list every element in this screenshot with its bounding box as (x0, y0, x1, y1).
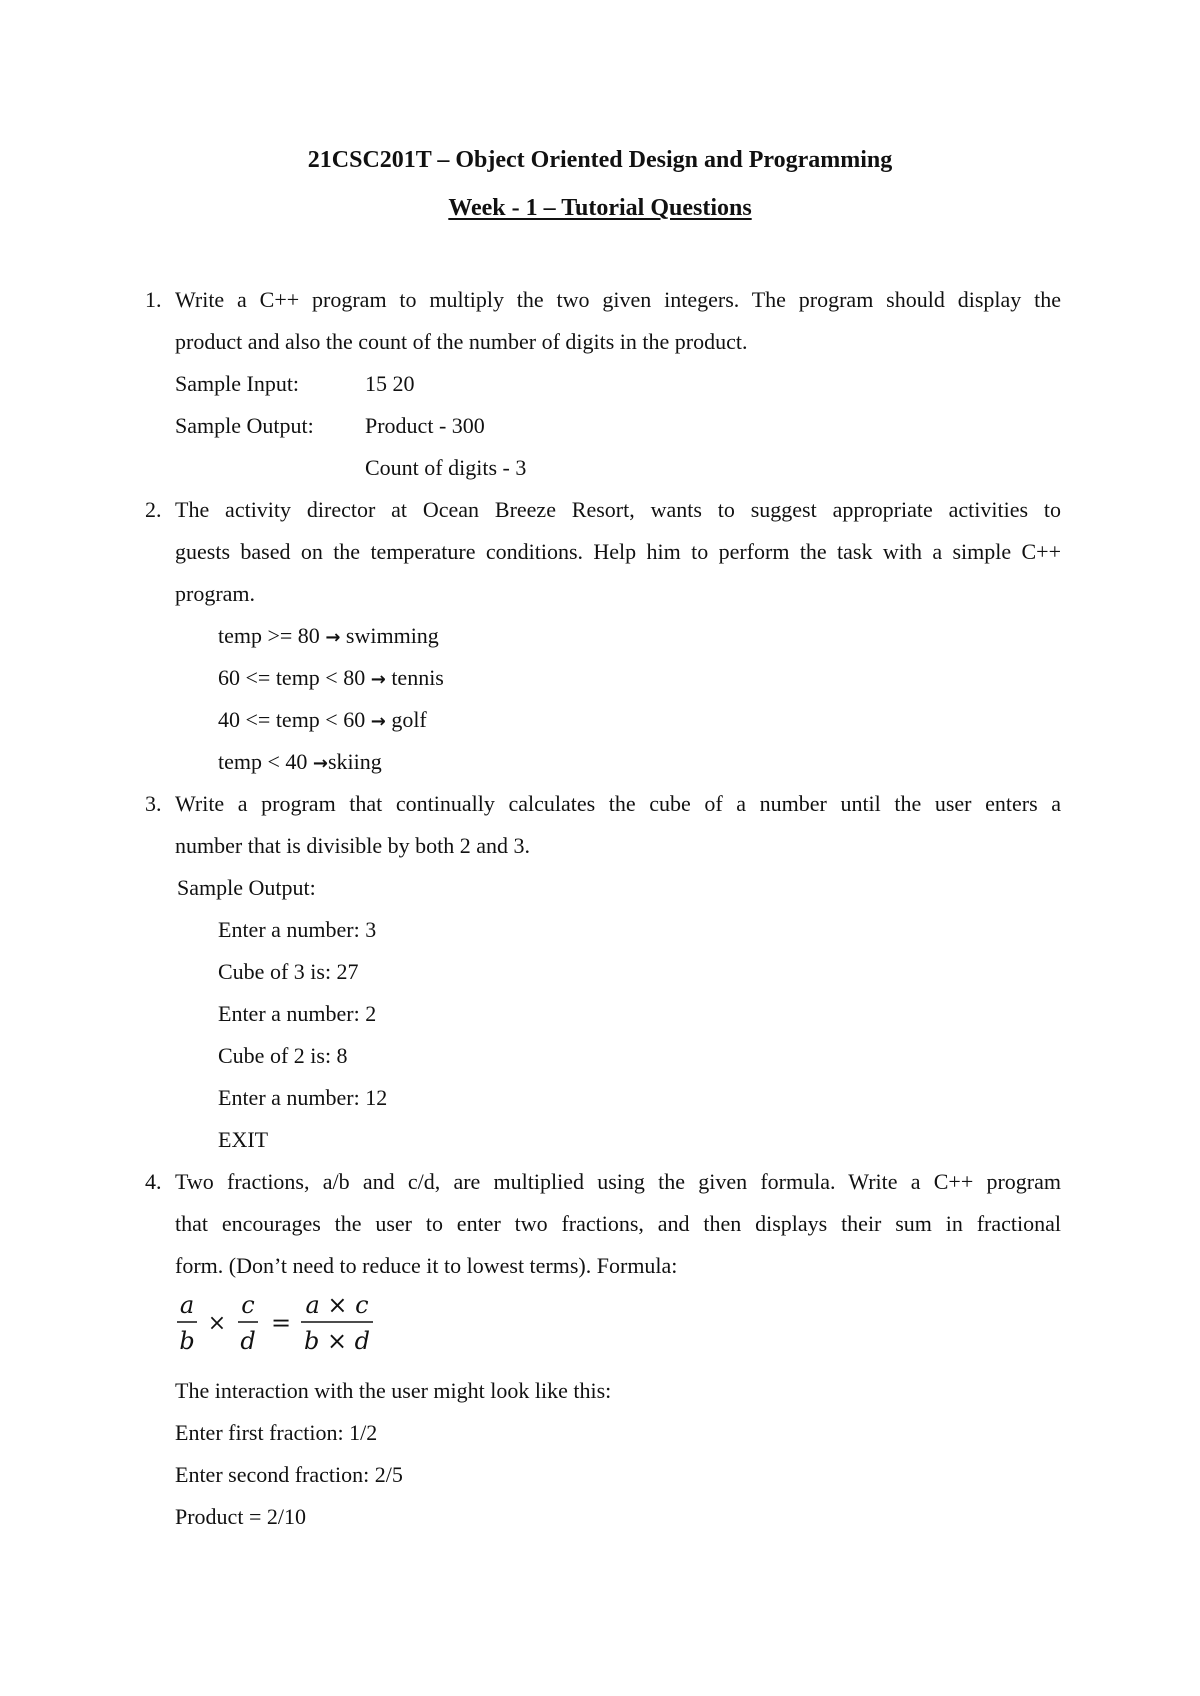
document-title: 21CSC201T – Object Oriented Design and Programming (307, 147, 893, 173)
right-arrow-icon: → (370, 711, 386, 732)
interaction-line: Enter first fraction: 1/2 (175, 1420, 378, 1445)
sample-output-line: Cube of 3 is: 27 (218, 959, 359, 984)
formula-c: c (241, 1291, 255, 1319)
right-arrow-icon: → (325, 627, 341, 648)
interaction-line: Product = 2/10 (175, 1504, 306, 1529)
rule-condition: temp >= 80 (218, 623, 320, 648)
fraction-formula (175, 1287, 375, 1357)
temperature-rule (218, 706, 427, 736)
question-2-text-line: program. (175, 581, 256, 606)
question-2-number: 2. (145, 497, 162, 522)
question-4-text-line: form. (Don’t need to reduce it to lowest terms). Formula: (175, 1253, 678, 1278)
question-3-text-line: number that is divisible by both 2 and 3. (175, 833, 531, 858)
question-4-text-line: The interaction with the user might look like this: (175, 1378, 612, 1403)
sample-output-label: Sample Output: (177, 875, 316, 900)
question-3-text-line: Write a program that continually calculates the cube of a number until the user enters a (175, 791, 1061, 816)
question-3-number: 3. (145, 791, 162, 816)
sample-output-line: Enter a number: 3 (218, 917, 377, 942)
temperature-rule (218, 664, 444, 694)
temperature-rule (218, 622, 439, 652)
question-1-text-line: Write a C++ program to multiply the two given integers. The program should display the (175, 287, 1061, 312)
rule-activity: tennis (391, 665, 444, 690)
question-4-text-line: Two fractions, a/b and c/d, are multiplied using the given formula. Write a C++ program (175, 1169, 1061, 1194)
formula-denominator: b × d (303, 1327, 371, 1355)
rule-condition: temp < 40 (218, 749, 308, 774)
interaction-line: Enter second fraction: 2/5 (175, 1462, 403, 1487)
question-4-text-line: that encourages the user to enter two fractions, and then displays their sum in fractional (175, 1211, 1061, 1236)
times-symbol: × (207, 1311, 227, 1336)
equals-symbol: = (270, 1309, 292, 1337)
sample-output-line: Enter a number: 2 (218, 1001, 377, 1026)
right-arrow-icon: → (312, 753, 328, 774)
formula-d: d (240, 1327, 256, 1355)
question-2-text-line: guests based on the temperature conditions. Help him to perform the task with a simple C++ (175, 539, 1061, 564)
sample-output-line: EXIT (218, 1127, 269, 1152)
sample-output-line: Cube of 2 is: 8 (218, 1043, 348, 1068)
rule-condition: 40 <= temp < 60 (218, 707, 366, 732)
question-2-text-line: The activity director at Ocean Breeze Resort, wants to suggest appropriate activities to (175, 497, 1061, 522)
question-4-number: 4. (145, 1169, 162, 1194)
question-1-number: 1. (145, 287, 162, 312)
sample-input-value: 15 20 (365, 371, 415, 396)
rule-condition: 60 <= temp < 80 (218, 665, 366, 690)
rule-activity: swimming (345, 623, 439, 648)
question-1-text-line: product and also the count of the number of digits in the product. (175, 329, 748, 354)
rule-activity: golf (391, 707, 427, 732)
sample-output-value: Product - 300 (365, 413, 485, 438)
formula-b: b (179, 1327, 195, 1355)
document-subtitle: Week - 1 – Tutorial Questions (448, 195, 752, 221)
sample-output-label: Sample Output: (175, 413, 314, 438)
sample-output-value: Count of digits - 3 (365, 455, 527, 480)
formula-a: a (179, 1291, 195, 1319)
temperature-rule (218, 748, 382, 778)
formula-numerator: a × c (305, 1291, 369, 1319)
right-arrow-icon: → (370, 669, 386, 690)
rule-activity: skiing (328, 749, 382, 774)
sample-output-line: Enter a number: 12 (218, 1085, 388, 1110)
sample-input-label: Sample Input: (175, 371, 300, 396)
